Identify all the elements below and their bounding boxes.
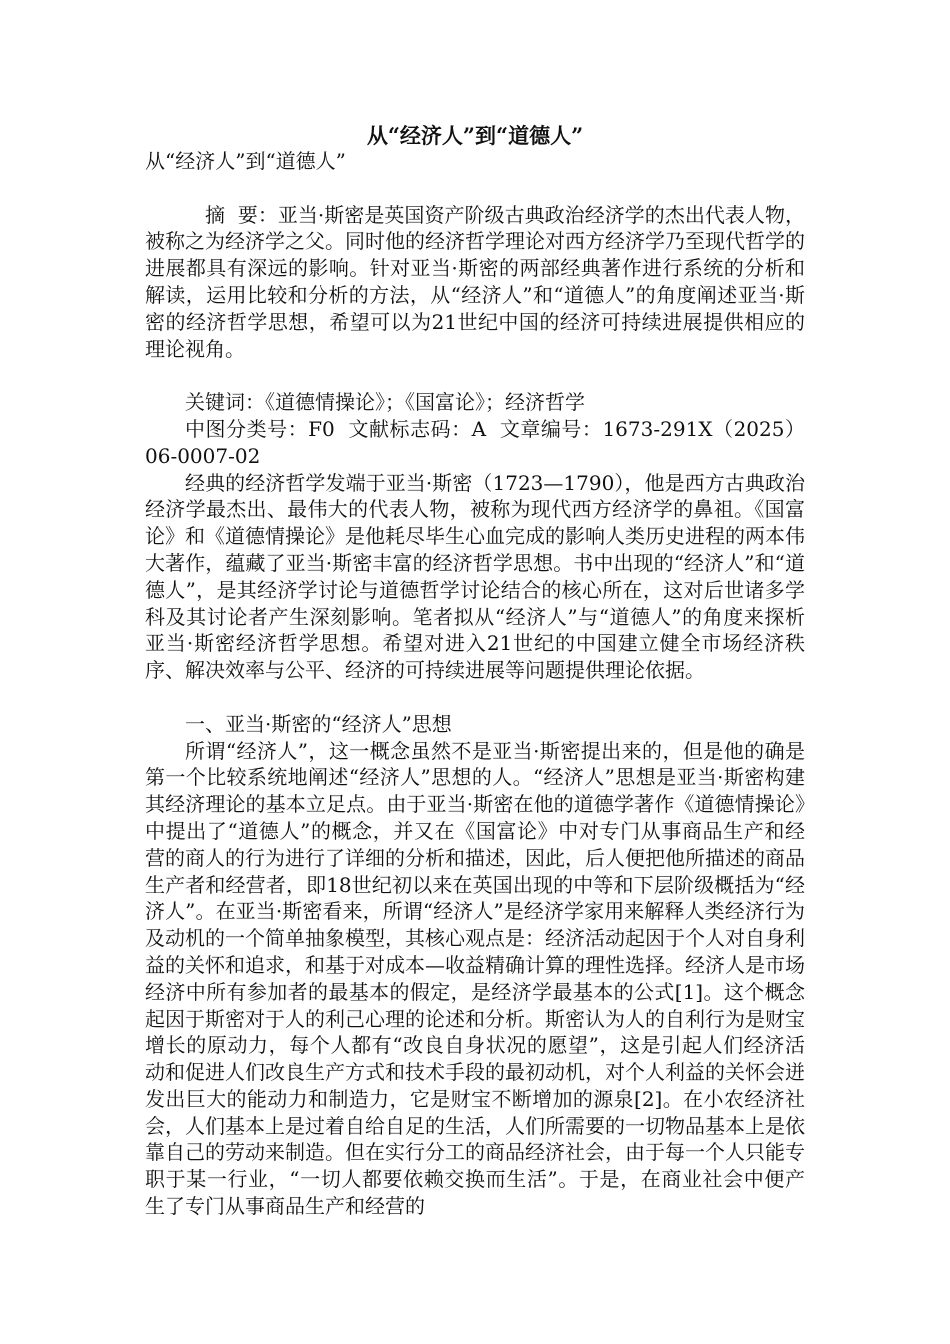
- abstract-paragraph: 摘 要：亚当·斯密是英国资产阶级古典政治经济学的杰出代表人物，被称之为经济学之父。同时他的经济哲学理论对西方经济学乃至现代哲学的进展都具有深远的影响。针对亚当·斯密的两部经典著作进行系统的分析和解读，运用比较和分析的方法，从“经济人”和“道德人”的角度阐述亚当·斯密的经济哲学思想，希望可以为21世纪中国的经济可持续进展提供相应的理论视角。: [145, 202, 805, 361]
- document-subtitle: 从“经济人”到“道德人”: [145, 149, 346, 173]
- document-title: 从“经济人”到“道德人”: [366, 123, 584, 148]
- intro-paragraph: 经典的经济哲学发端于亚当·斯密（1723—1790），他是西方古典政治经济学最杰出、最伟大的代表人物，被称为现代西方经济学的鼻祖。《国富论》和《道德情操论》是他耗尽毕生心血完成的影响人类历史进程的两本伟大著作，蕴藏了亚当·斯密丰富的经济哲学思想。书中出现的“经济人”和“道德人”，是其经济学讨论与道德哲学讨论结合的核心所在，这对后世诸多学科及其讨论者产生深刻影响。笔者拟从“经济人”与“道德人”的角度来探析亚当·斯密经济哲学思想。希望对进入21世纪的中国建立健全市场经济秩序、解决效率与公平、经济的可持续进展等问题提供理论依据。: [145, 470, 805, 683]
- blank-line: [145, 175, 805, 202]
- section-heading: 一、亚当·斯密的“经济人”思想: [185, 711, 452, 736]
- blank-line: [145, 362, 805, 389]
- document-body: [145, 148, 805, 1220]
- blank-line: [145, 684, 805, 711]
- section-paragraph: 所谓“经济人”，这一概念虽然不是亚当·斯密提出来的，但是他的确是第一个比较系统地阐述“经济人”思想的人。“经济人”思想是亚当·斯密构建其经济理论的基本立足点。由于亚当·斯密在他的道德学著作《道德情操论》中提出了“道德人”的概念，并又在《国富论》中对专门从事商品生产和经营的商人的行为进行了详细的分析和描述，因此，后人便把他所描述的商品生产者和经营者，即18世纪初以来在英国出现的中等和下层阶级概括为“经济人”。在亚当·斯密看来，所谓“经济人”是经济学家用来解释人类经济行为及动机的一个简单抽象模型，其核心观点是：经济活动起因于个人对自身利益的关怀和追求，和基于对成本—收益精确计算的理性选择。经济人是市场经济中所有参加者的最基本的假定，是经济学最基本的公式[1]。这个概念起因于斯密对于人的利己心理的论述和分析。斯密认为人的自利行为是财宝增长的原动力，每个人都有“改良自身状况的愿望”，这是引起人们经济活动和促进人们改良生产方式和技术手段的最初动机，对个人利益的关怀会迸发出巨大的能动力和制造力，它是财宝不断增加的源泉[2]。在小农经济社会，人们基本上是过着自给自足的生活，人们所需要的一切物品基本上是依靠自己的劳动来制造。但在实行分工的商品经济社会，由于每一个人只能专职于某一行业，“一切人都要依赖交换而生活”。于是，在商业社会中便产生了专门从事商品生产和经营的: [145, 738, 805, 1219]
- keywords-line: 关键词：《道德情操论》；《国富论》；经济哲学: [185, 390, 585, 415]
- classification-line: 中图分类号：F0 文献标志码：A 文章编号：1673-291X（2025）06-0007-02: [145, 416, 805, 468]
